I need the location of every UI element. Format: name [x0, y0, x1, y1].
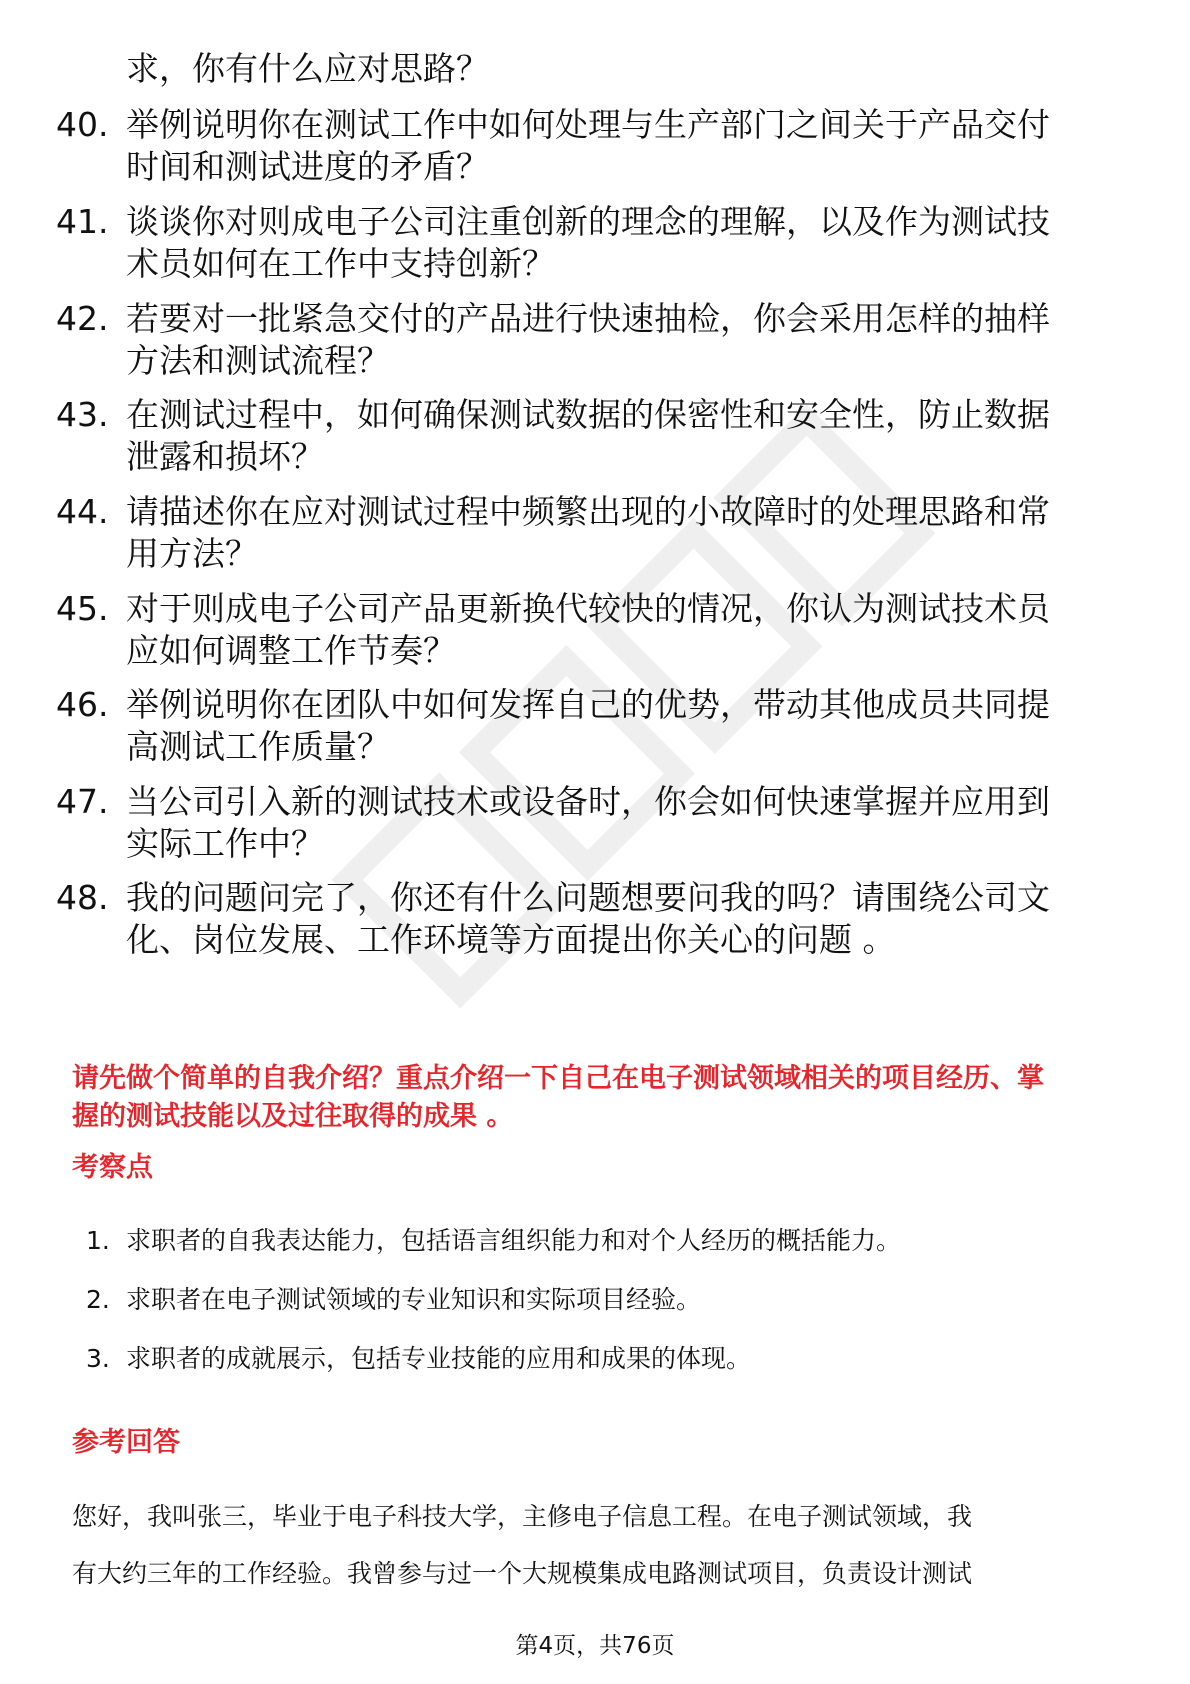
question-number: 40.: [56, 105, 109, 144]
question-number: 46.: [56, 685, 109, 724]
question-text: 当公司引入新的测试技术或设备时，你会如何快速掌握并应用到 实际工作中？: [126, 782, 1050, 863]
question-number: 44.: [56, 492, 109, 531]
featured-question: 请先做个简单的自我介绍？重点介绍一下自己在电子测试领域相关的项目经历、掌 握的测试技能以及过往取得的成果 。: [72, 1063, 1044, 1132]
point-number: 1.: [86, 1226, 110, 1255]
reference-answer: 您好，我叫张三，毕业于电子科技大学，主修电子信息工程。在电子测试领域，我 有大约三年的工作经验。我曾参与过一个大规模集成电路测试项目，负责设计测试: [72, 1502, 973, 1588]
question-text: 若要对一批紧急交付的产品进行快速抽检，你会采用怎样的抽样 方法和测试流程？: [126, 299, 1050, 380]
question-text: 请描述你在应对测试过程中频繁出现的小故障时的处理思路和常 用方法？: [126, 492, 1050, 573]
question-text: 我的问题问完了，你还有什么问题想要问我的吗？请围绕公司文 化、岗位发展、工作环境等方面提出你关心的问题 。: [126, 878, 1050, 959]
assessment-point: [86, 1342, 1126, 1376]
question-number: 45.: [56, 589, 109, 628]
question-text: 在测试过程中，如何确保测试数据的保密性和安全性，防止数据 泄露和损坏？: [126, 395, 1050, 476]
question-number: 43.: [56, 395, 109, 434]
point-text: 求职者的自我表达能力，包括语言组织能力和对个人经历的概括能力。: [126, 1226, 902, 1255]
question-number: 42.: [56, 299, 109, 338]
question-text: 谈谈你对则成电子公司注重创新的理念的理解，以及作为测试技 术员如何在工作中支持创新？: [126, 202, 1050, 283]
point-text: 求职者的成就展示，包括专业技能的应用和成果的体现。: [126, 1344, 752, 1373]
assessment-point: [86, 1283, 1126, 1317]
question-text: 对于则成电子公司产品更新换代较快的情况，你认为测试技术员 应如何调整工作节奏？: [126, 589, 1050, 670]
question-number: 47.: [56, 782, 109, 821]
question-continuation: 求，你有什么应对思路？: [126, 49, 489, 88]
reference-heading: 参考回答: [72, 1427, 180, 1458]
assessment-point: [86, 1224, 1126, 1258]
point-text: 求职者在电子测试领域的专业知识和实际项目经验。: [126, 1285, 702, 1314]
point-number: 2.: [86, 1285, 110, 1314]
question-text: 举例说明你在团队中如何发挥自己的优势，带动其他成员共同提 高测试工作质量？: [126, 685, 1050, 766]
point-number: 3.: [86, 1344, 110, 1373]
question-number: 41.: [56, 202, 109, 241]
question-text: 举例说明你在测试工作中如何处理与生产部门之间关于产品交付 时间和测试进度的矛盾？: [126, 105, 1050, 186]
question-number: 48.: [56, 878, 109, 917]
assessment-heading: 考察点: [72, 1152, 153, 1183]
page-footer: 第4页，共76页: [515, 1633, 675, 1659]
